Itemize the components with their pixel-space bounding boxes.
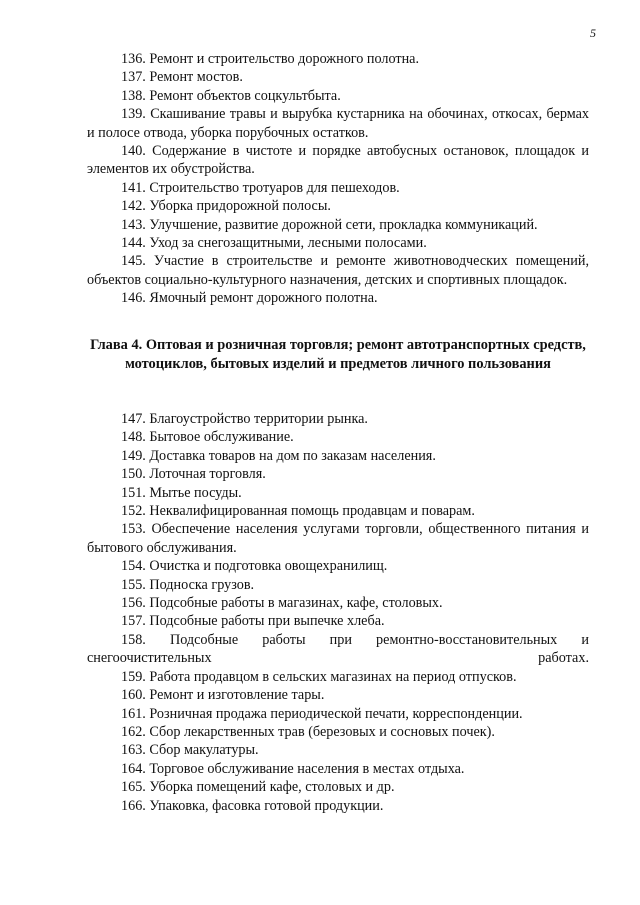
list-item: 148. Бытовое обслуживание. bbox=[121, 429, 294, 446]
list-item: 162. Сбор лекарственных трав (березовых и сосновых почек). bbox=[121, 723, 495, 740]
list-item: 142. Уборка придорожной полосы. bbox=[121, 198, 331, 215]
list-item: 146. Ямочный ремонт дорожного полотна. bbox=[121, 290, 378, 307]
list-item: 161. Розничная продажа периодической печати, корреспонденции. bbox=[121, 705, 523, 722]
list-item: 149. Доставка товаров на дом по заказам населения. bbox=[121, 447, 436, 464]
list-block-roads bbox=[87, 50, 589, 308]
list-item: 155. Подноска грузов. bbox=[121, 576, 255, 593]
list-item: 153. Обеспечение населения услугами торговли, общественного питания и бытового обслуживания. bbox=[87, 521, 589, 556]
list-item: 140. Содержание в чистоте и порядке автобусных остановок, площадок и элементов их обустройства. bbox=[87, 143, 589, 178]
list-item: 154. Очистка и подготовка овощехранилищ. bbox=[121, 558, 388, 575]
list-block-trade bbox=[87, 410, 589, 815]
list-item: 156. Подсобные работы в магазинах, кафе, столовых. bbox=[121, 595, 443, 612]
list-item: 159. Работа продавцом в сельских магазинах на период отпусков. bbox=[121, 668, 517, 685]
list-item: 150. Лоточная торговля. bbox=[121, 466, 266, 483]
list-item: 152. Неквалифицированная помощь продавцам и поварам. bbox=[121, 503, 475, 520]
list-item: 164. Торговое обслуживание населения в местах отдыха. bbox=[121, 760, 465, 777]
list-item: 147. Благоустройство территории рынка. bbox=[121, 411, 368, 427]
list-item: 157. Подсобные работы при выпечке хлеба. bbox=[121, 613, 385, 630]
list-item: 137. Ремонт мостов. bbox=[121, 69, 243, 86]
list-item: 143. Улучшение, развитие дорожной сети, прокладка коммуникаций. bbox=[121, 216, 538, 233]
list-item: 163. Сбор макулатуры. bbox=[121, 742, 259, 759]
list-item: 145. Участие в строительстве и ремонте животноводческих помещений, объектов социально-культурного назначения, детских и спортивных площадок. bbox=[87, 253, 589, 288]
page-number: 5 bbox=[590, 26, 596, 40]
list-item: 141. Строительство тротуаров для пешеходов. bbox=[121, 179, 400, 196]
list-item: 166. Упаковка, фасовка готовой продукции. bbox=[121, 797, 384, 814]
chapter-heading: Глава 4. Оптовая и розничная торговля; ремонт автотранспортных средств, мотоциклов, бытовых изделий и предметов личного пользования bbox=[90, 337, 586, 372]
list-item: 136. Ремонт и строительство дорожного полотна. bbox=[121, 51, 420, 67]
list-item: 160. Ремонт и изготовление тары. bbox=[121, 687, 325, 704]
list-item: 165. Уборка помещений кафе, столовых и др. bbox=[121, 779, 395, 796]
list-item: 138. Ремонт объектов соцкультбыта. bbox=[121, 87, 341, 104]
list-item: 139. Скашивание травы и вырубка кустарника на обочинах, откосах, бермах и полосе отвода, уборка порубочных остатков. bbox=[87, 106, 589, 141]
list-item: 144. Уход за снегозащитными, лесными полосами. bbox=[121, 235, 427, 252]
list-item: 158. Подсобные работы при ремонтно-восстановительных и снегоочистительных работах. bbox=[87, 631, 589, 667]
list-item: 151. Мытье посуды. bbox=[121, 484, 242, 501]
